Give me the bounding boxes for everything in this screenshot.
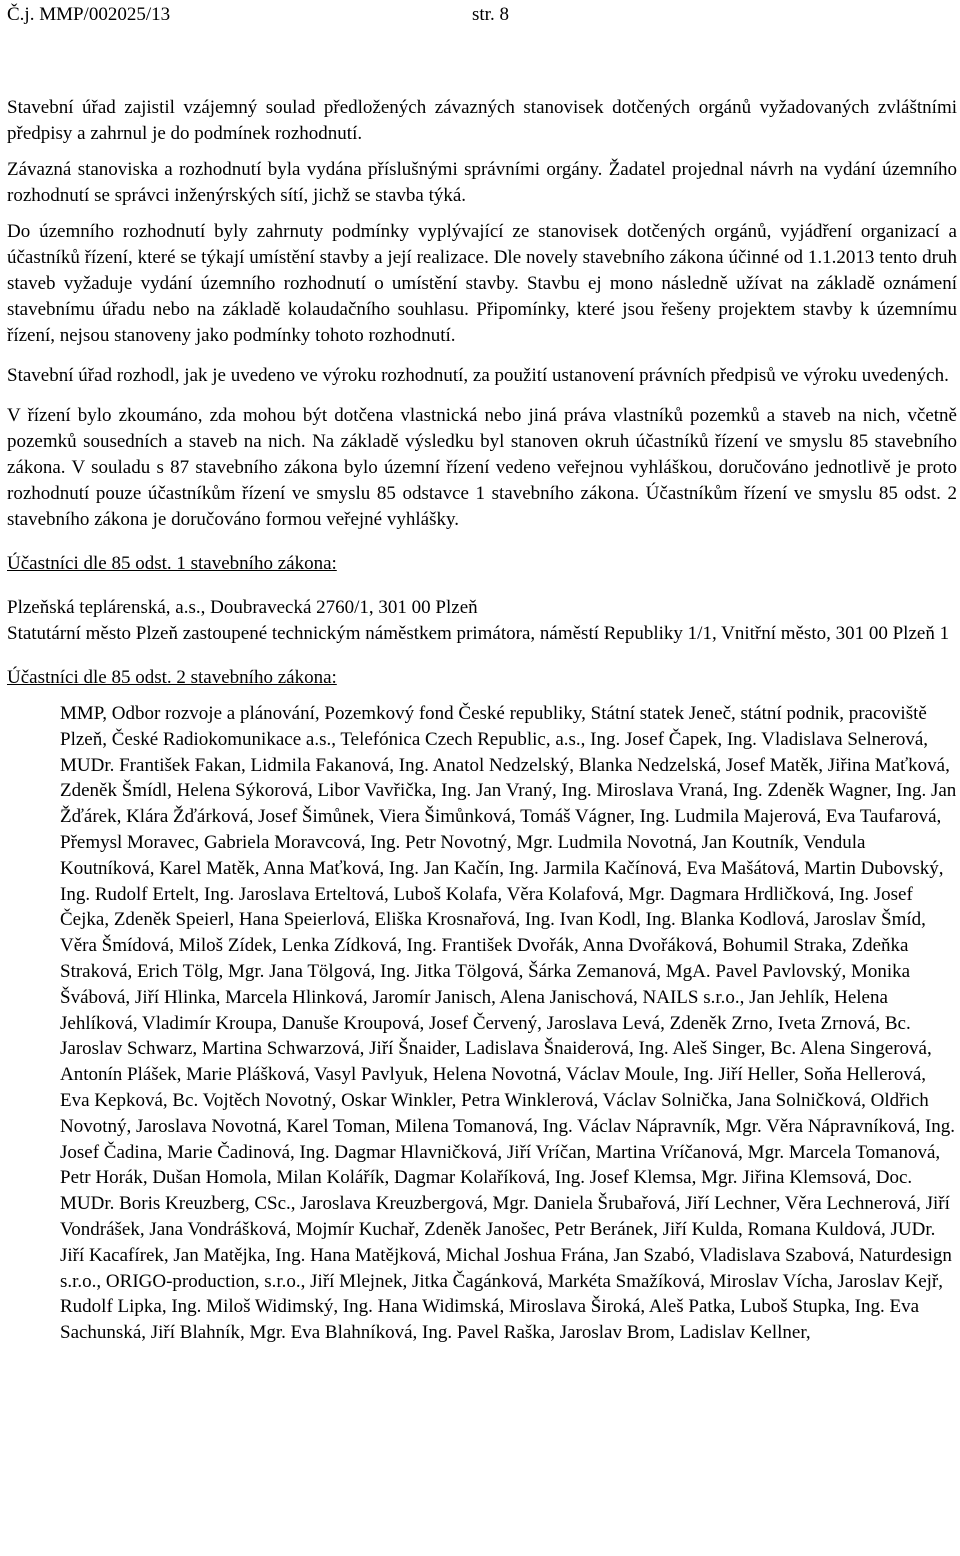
paragraph-decision-basis: Stavební úřad rozhodl, jak je uvedeno ve výroku rozhodnutí, za použití ustanovení právních předpisů ve výroku uvedených. <box>7 365 949 386</box>
document-body <box>7 95 957 1346</box>
section-heading-participants-odst1: Účastníci dle 85 odst. 1 stavebního zákona: <box>7 553 337 574</box>
participants-list-odst2: MMP, Odbor rozvoje a plánování, Pozemkový fond České republiky, Státní statek Jeneč, státní podnik, pracoviště Plzeň, České Radiokomunikace a.s., Telefónica Czech Republic, a.s., Ing. Josef Čapek, Ing. Vladislava Selnerová, MUDr. František Fakan, Lidmila Fakanová, Ing. Anatol Nedzelský, Blanka Nedzelská, Josef Matěk, Jiřina Maťková, Zdeněk Šmídl, Helena Sýkorová, Libor Vavřička, Ing. Jan Vraný, Ing. Miroslava Vraná, Ing. Zdeněk Wagner, Ing. Jan Žďárek, Klára Žďárková, Josef Šimůnek, Viera Šimůnková, Tomáš Vágner, Ing. Ludmila Majerová, Eva Taufarová, Přemysl Moravec, Gabriela Moravcová, Ing. Petr Novotný, Mgr. Ludmila Novotná, Jan Koutník, Vendula Koutníková, Karel Matěk, Anna Maťková, Ing. Jan Kačín, Ing. Jarmila Kačínová, Eva Mašátová, Martin Dubovský, Ing. Rudolf Ertelt, Ing. Jaroslava Erteltová, Luboš Kolafa, Věra Kolafová, Mgr. Dagmara Hrdličková, Ing. Josef Čejka, Zdeněk Speierl, Hana Speierlová, Eliška Krosnařová, Ing. Ivan Kodl, Ing. Blanka Kodlová, Jaroslav Šmíd, Věra Šmídová, Miloš Zídek, Lenka Zídková, Ing. František Dvořák, Anna Dvořáková, Bohumil Straka, Zdeňka Straková, Erich Tölg, Mgr. Jana Tölgová, Ing. Jitka Tölgová, Šárka Zemanová, MgA. Pavel Pavlovský, Monika Švábová, Jiří Hlinka, Marcela Hlinková, Jaromír Janisch, Alena Janischová, NAILS s.r.o., Jan Jehlík, Helena Jehlíková, Vladimír Kroupa, Danuše Kroupová, Josef Červený, Jaroslava Levá, Zdeněk Zrno, Iveta Zrnová, Bc. Jaroslav Schwarz, Martina Schwarzová, Jiří Šnaider, Ladislava Šnaiderová, Ing. Aleš Singer, Bc. Alena Singerová, Antonín Plášek, Marie Plášková, Vasyl Pavlyuk, Helena Novotná, Václav Moule, Ing. Jiří Heller, Soňa Hellerová, Eva Kepková, Bc. Vojtěch Novotný, Oskar Winkler, Petra Winklerová, Václav Solnička, Jana Solničková, Oldřich Novotný, Jaroslava Novotná, Karel Toman, Milena Tomanová, Ing. Václav Nápravník, Mgr. Věra Nápravníková, Ing. Josef Čadina, Marie Čadinová, Ing. Dagmar Hlavničková, Jiří Vríčan, Martina Vríčanová, Mgr. Marcela Tomanová, Petr Horák, Dušan Homola, Milan Kolářík, Dagmar Kolaříková, Ing. Josef Klemsa, Mgr. Jiřina Klemsová, Doc. MUDr. Boris Kreuzberg, CSc., Jaroslava Kreuzbergová, Mgr. Daniela Šrubařová, Jiří Lechner, Věra Lechnerová, Jiří Vondrášek, Jana Vondrášková, Mojmír Kuchař, Zdeněk Janošec, Petr Beránek, Jiří Kulda, Romana Kuldová, JUDr. Jiří Kacafírek, Jan Matějka, Ing. Hana Matějková, Michal Joshua Frána, Jan Szabó, Vladislava Szabová, Naturdesign s.r.o., ORIGO-production, s.r.o., Jiří Mlejnek, Jitka Čagánková, Markéta Smažíková, Miroslav Vícha, Jaroslav Kejř, Rudolf Lipka, Ing. Miloš Widimský, Ing. Hana Widimská, Miroslava Široká, Aleš Patka, Luboš Stupka, Ing. Eva Sachunská, Jiří Blahník, Mgr. Eva Blahníková, Ing. Pavel Raška, Jaroslav Brom, Ladislav Kellner, <box>60 703 957 1344</box>
paragraph-harmony: Stavební úřad zajistil vzájemný soulad předložených závazných stanovisek dotčených orgánů vyžadovaných zvláštními předpisy a zahrnul je do podmínek rozhodnutí. <box>7 97 957 144</box>
page-number: str. 8 <box>472 4 509 25</box>
participant-plzenska-teplarenska: Plzeňská teplárenská, a.s., Doubravecká 2760/1, 301 00 Plzeň <box>7 597 478 618</box>
document-reference: Č.j. MMP/002025/13 <box>7 4 171 25</box>
paragraph-binding-opinions: Závazná stanoviska a rozhodnutí byla vydána příslušnými správními orgány. Žadatel projednal návrh na vydání územního rozhodnutí se správci inženýrských sítí, jichž se stavba týká. <box>7 159 957 206</box>
participant-statutarni-mesto: Statutární město Plzeň zastoupené technickým náměstkem primátora, náměstí Republiky 1/1, Vnitřní město, 301 00 Plzeň 1 <box>7 623 950 644</box>
paragraph-participants-scope: V řízení bylo zkoumáno, zda mohou být dotčena vlastnická nebo jiná práva vlastníků pozemků a staveb na nich, včetně pozemků sousedních a staveb na nich. Na základě výsledku byl stanoven okruh účastníků řízení ve smyslu 85 stavebního zákona. V souladu s 87 stavebního zákona bylo územní řízení vedeno veřejnou vyhláškou, doručováno jednotlivě je proto rozhodnutí pouze účastníkům řízení ve smyslu 85 odstavce 1 stavebního zákona. Účastníkům řízení ve smyslu 85 odst. 2 stavebního zákona je doručováno formou veřejné vyhlášky. <box>7 405 957 530</box>
page-header <box>7 4 509 26</box>
section-heading-participants-odst2: Účastníci dle 85 odst. 2 stavebního zákona: <box>7 667 337 688</box>
paragraph-conditions: Do územního rozhodnutí byly zahrnuty podmínky vyplývající ze stanovisek dotčených orgánů, vyjádření organizací a účastníků řízení, které se týkají umístění stavby a její realizace. Dle novely stavebního zákona účinné od 1.1.2013 tento druh staveb vyžaduje vydání územního rozhodnutí o umístění stavby. Stavbu ej mono následně užívat na základě oznámení stavebnímu úřadu nebo na základě kolaudačního souhlasu. Připomínky, které jsou řešeny projektem stavby k územnímu řízení, nejsou stanoveny jako podmínky tohoto rozhodnutí. <box>7 221 957 346</box>
